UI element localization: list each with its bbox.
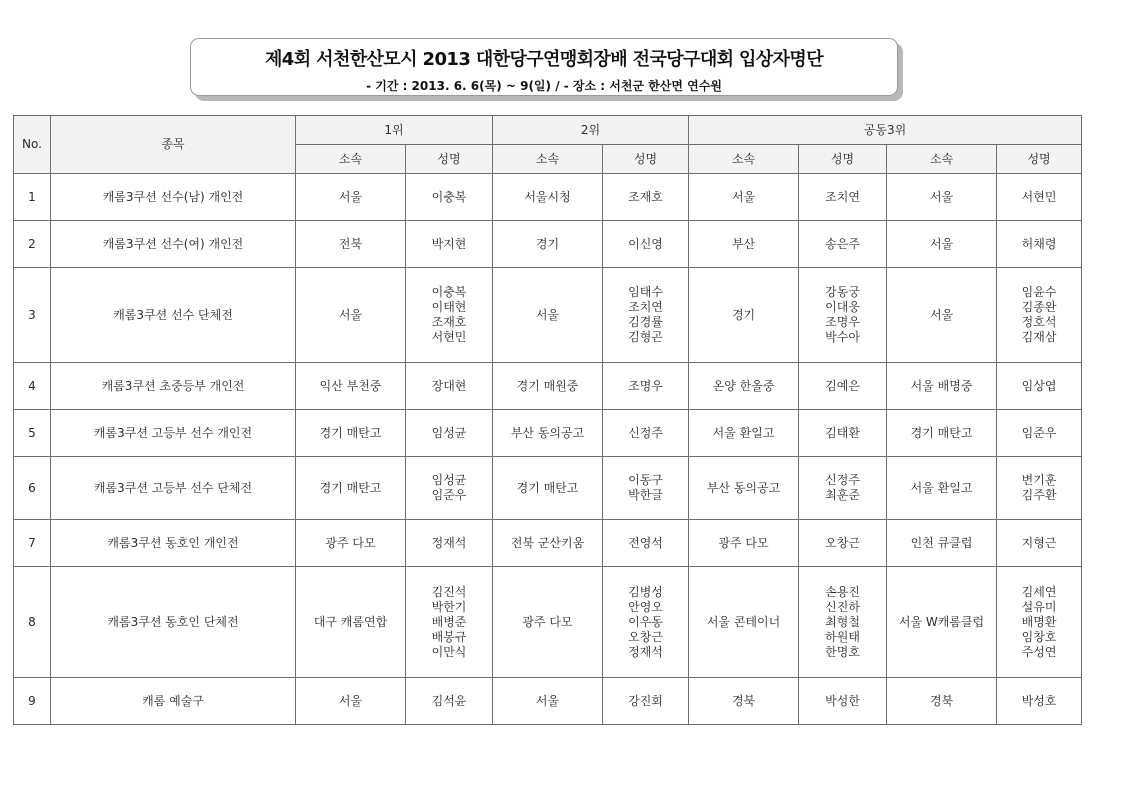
header-rank1: 1위 [296, 116, 493, 145]
rank3a-name: 오창근 [799, 520, 887, 567]
table-row [14, 410, 1082, 457]
event-name: 캐롬3쿠션 선수(여) 개인전 [51, 221, 296, 268]
rank2-name: 강진회 [603, 678, 689, 725]
rank2-affiliation: 경기 [493, 221, 603, 268]
rank2-name: 조명우 [603, 363, 689, 410]
rank2-name: 신정주 [603, 410, 689, 457]
row-number: 4 [14, 363, 51, 410]
rank2-affiliation: 경기 매탄고 [493, 457, 603, 520]
rank3b-affiliation: 서울 환일고 [887, 457, 997, 520]
header-name: 성명 [799, 145, 887, 174]
header-name: 성명 [997, 145, 1082, 174]
rank1-affiliation: 광주 다모 [296, 520, 406, 567]
table-row [14, 457, 1082, 520]
rank3b-affiliation: 서울 배명중 [887, 363, 997, 410]
header-name: 성명 [406, 145, 493, 174]
header-rank2: 2위 [493, 116, 689, 145]
row-number: 5 [14, 410, 51, 457]
event-name: 캐롬3쿠션 초중등부 개인전 [51, 363, 296, 410]
rank3a-affiliation: 광주 다모 [689, 520, 799, 567]
row-number: 8 [14, 567, 51, 678]
rank2-name: 전영석 [603, 520, 689, 567]
rank3b-name: 임준우 [997, 410, 1082, 457]
rank3a-name: 송은주 [799, 221, 887, 268]
rank3b-affiliation: 인천 큐클럽 [887, 520, 997, 567]
rank3b-name: 허채령 [997, 221, 1082, 268]
title-box [190, 38, 898, 96]
rank3b-affiliation: 서울 W캐롬클럽 [887, 567, 997, 678]
rank1-affiliation: 경기 매탄고 [296, 410, 406, 457]
rank3a-name: 강동궁 이대웅 조명우 박수아 [799, 268, 887, 363]
header-affiliation: 소속 [887, 145, 997, 174]
rank1-affiliation: 경기 매탄고 [296, 457, 406, 520]
rank1-affiliation: 서울 [296, 678, 406, 725]
rank3b-name: 임상엽 [997, 363, 1082, 410]
header-event: 종목 [51, 116, 296, 174]
table-row [14, 174, 1082, 221]
rank1-affiliation: 대구 캐롬연합 [296, 567, 406, 678]
rank3a-name: 김태환 [799, 410, 887, 457]
row-number: 6 [14, 457, 51, 520]
header-affiliation: 소속 [296, 145, 406, 174]
header-affiliation: 소속 [493, 145, 603, 174]
rank3b-name: 임윤수 김종완 정호석 김재삼 [997, 268, 1082, 363]
table-row [14, 363, 1082, 410]
rank3a-affiliation: 부산 [689, 221, 799, 268]
rank3b-name: 지형근 [997, 520, 1082, 567]
rank3a-affiliation: 서울 콘테이너 [689, 567, 799, 678]
rank1-name: 이충복 이태현 조재호 서현민 [406, 268, 493, 363]
rank2-affiliation: 서울시청 [493, 174, 603, 221]
rank3a-affiliation: 경기 [689, 268, 799, 363]
header-no: No. [14, 116, 51, 174]
rank3a-affiliation: 서울 환일고 [689, 410, 799, 457]
rank2-name: 임태수 조치연 김경률 김형곤 [603, 268, 689, 363]
rank1-name: 이충복 [406, 174, 493, 221]
rank3a-name: 박성한 [799, 678, 887, 725]
event-name: 캐롬3쿠션 선수(남) 개인전 [51, 174, 296, 221]
rank1-affiliation: 전북 [296, 221, 406, 268]
table-body [14, 174, 1082, 725]
rank3a-name: 김예은 [799, 363, 887, 410]
rank3b-name: 박성호 [997, 678, 1082, 725]
rank1-name: 정재석 [406, 520, 493, 567]
row-number: 7 [14, 520, 51, 567]
rank2-affiliation: 서울 [493, 268, 603, 363]
rank2-affiliation: 서울 [493, 678, 603, 725]
rank2-affiliation: 광주 다모 [493, 567, 603, 678]
rank3a-name: 조치연 [799, 174, 887, 221]
rank3a-affiliation: 온양 한올중 [689, 363, 799, 410]
event-name: 캐롬3쿠션 고등부 선수 단체전 [51, 457, 296, 520]
event-name: 캐롬3쿠션 동호인 단체전 [51, 567, 296, 678]
header-name: 성명 [603, 145, 689, 174]
rank3b-affiliation: 경북 [887, 678, 997, 725]
rank3b-affiliation: 서울 [887, 221, 997, 268]
rank3a-affiliation: 부산 동의공고 [689, 457, 799, 520]
rank2-name: 김병성 안영오 이우동 오창근 정재석 [603, 567, 689, 678]
rank2-name: 이신영 [603, 221, 689, 268]
rank3a-name: 손용진 신진하 최형철 하원태 한명호 [799, 567, 887, 678]
rank3b-affiliation: 서울 [887, 174, 997, 221]
rank2-name: 이동구 박한글 [603, 457, 689, 520]
rank2-affiliation: 전북 군산키움 [493, 520, 603, 567]
event-name: 캐롬3쿠션 선수 단체전 [51, 268, 296, 363]
row-number: 9 [14, 678, 51, 725]
rank3b-name: 서현민 [997, 174, 1082, 221]
event-name: 캐롬3쿠션 고등부 선수 개인전 [51, 410, 296, 457]
row-number: 2 [14, 221, 51, 268]
table-header [14, 116, 1082, 174]
rank3b-affiliation: 서울 [887, 268, 997, 363]
rank1-name: 김진석 박한기 배병준 배봉규 이만식 [406, 567, 493, 678]
rank2-name: 조재호 [603, 174, 689, 221]
header-affiliation: 소속 [689, 145, 799, 174]
event-name: 캐롬 예술구 [51, 678, 296, 725]
results-table [13, 115, 1082, 725]
rank1-name: 박지현 [406, 221, 493, 268]
rank3b-name: 변기훈 김주환 [997, 457, 1082, 520]
rank1-affiliation: 서울 [296, 174, 406, 221]
rank2-affiliation: 경기 매원중 [493, 363, 603, 410]
document-title: 제4회 서천한산모시 2013 대한당구연맹회장배 전국당구대회 입상자명단 [264, 49, 824, 70]
row-number: 3 [14, 268, 51, 363]
table-row [14, 567, 1082, 678]
event-name: 캐롬3쿠션 동호인 개인전 [51, 520, 296, 567]
rank3a-name: 신정주 최훈준 [799, 457, 887, 520]
header-rank3: 공동3위 [689, 116, 1082, 145]
table-row [14, 268, 1082, 363]
rank3a-affiliation: 경북 [689, 678, 799, 725]
rank3a-affiliation: 서울 [689, 174, 799, 221]
rank1-affiliation: 익산 부천중 [296, 363, 406, 410]
row-number: 1 [14, 174, 51, 221]
rank1-name: 장대현 [406, 363, 493, 410]
rank3b-affiliation: 경기 매탄고 [887, 410, 997, 457]
rank2-affiliation: 부산 동의공고 [493, 410, 603, 457]
table-row [14, 678, 1082, 725]
table-row [14, 221, 1082, 268]
rank3b-name: 김세연 설유미 배명환 임창호 주성연 [997, 567, 1082, 678]
table-row [14, 520, 1082, 567]
rank1-name: 임성균 [406, 410, 493, 457]
rank1-name: 김석윤 [406, 678, 493, 725]
document-subtitle: - 기간 : 2013. 6. 6(목) ~ 9(일) / - 장소 : 서천군 한산면 연수원 [366, 79, 722, 93]
rank1-affiliation: 서울 [296, 268, 406, 363]
rank1-name: 임성균 임준우 [406, 457, 493, 520]
